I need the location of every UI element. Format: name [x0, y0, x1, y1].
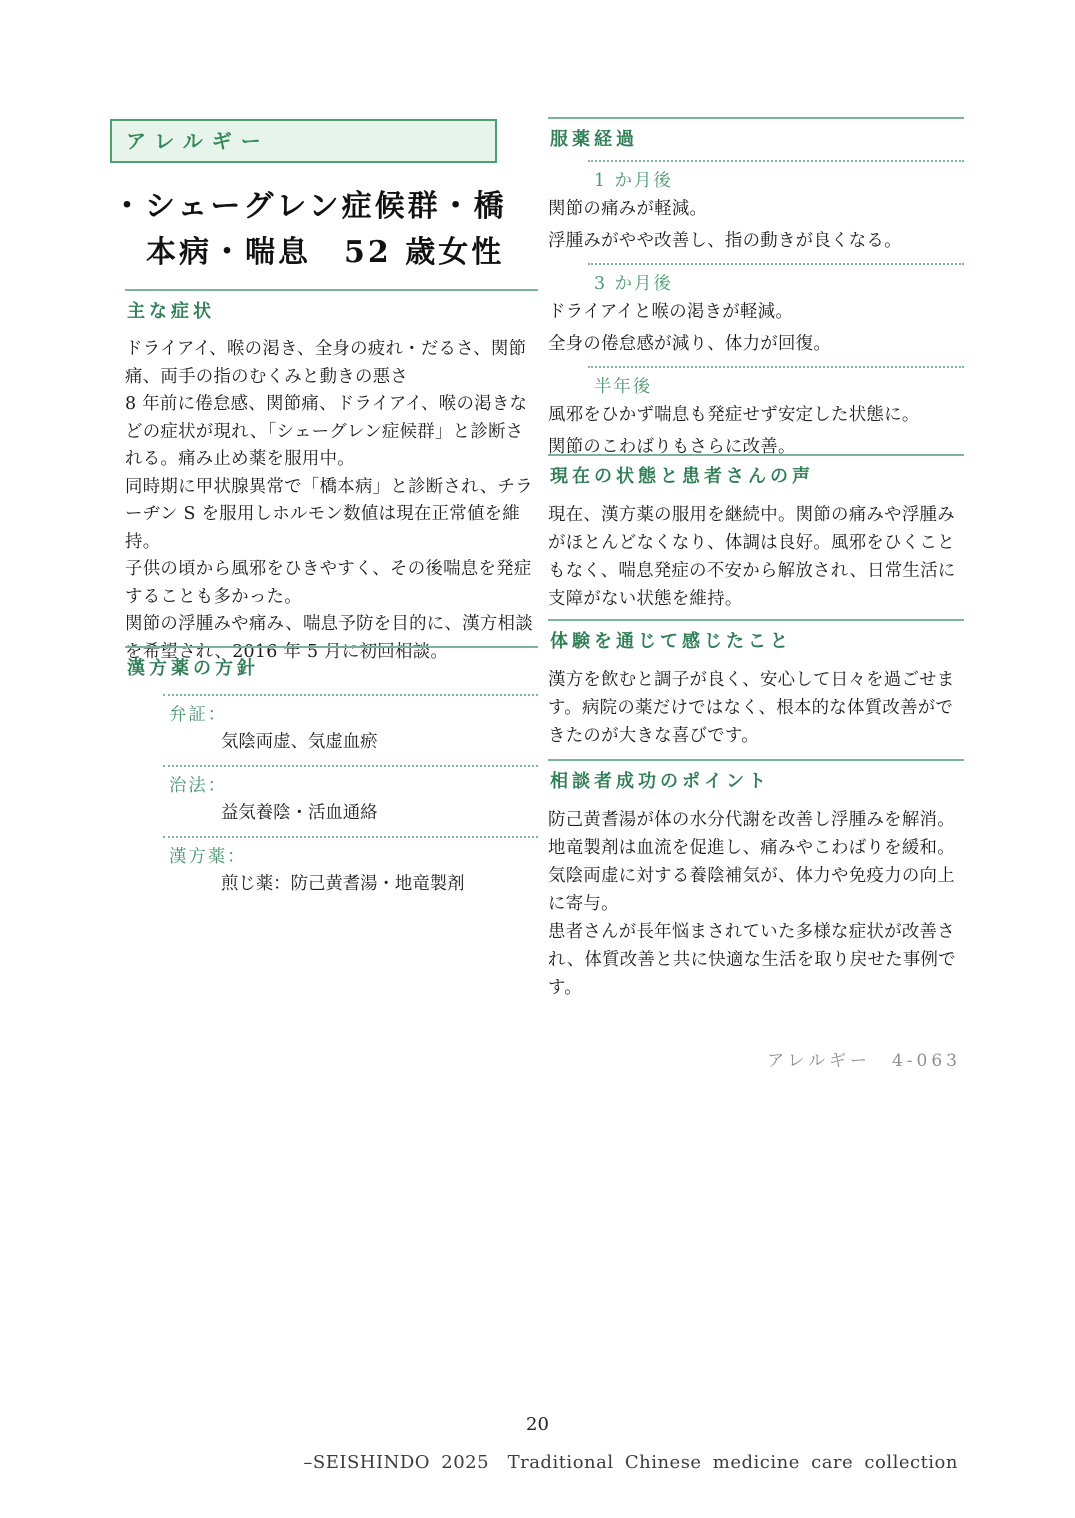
section-main-symptoms: [125, 289, 538, 666]
progress-entry: [548, 366, 964, 461]
case-title: [112, 184, 544, 276]
case-title-line1: ・シェーグレン症候群・橋: [112, 189, 507, 224]
section-kampo-policy: [125, 646, 538, 907]
policy-value: 気陰両虚、気虚血瘀: [221, 732, 378, 752]
progress-line: 関節のこわばりもさらに改善。: [548, 436, 796, 457]
paragraph: 地竜製剤は血流を促進し、痛みやこわばりを緩和。: [548, 838, 955, 858]
policy-value: 益気養陰・活血通絡: [221, 803, 378, 823]
policy-label: 弁証：: [169, 705, 228, 725]
case-reference-number: アレルギー 4-063: [767, 1051, 961, 1071]
policy-value: 煎じ薬：防己黄耆湯・地竜製剤: [221, 874, 465, 894]
paragraph: 気陰両虚に対する養陰補気が、体力や免疫力の向上に寄与。: [548, 866, 955, 914]
progress-period: 半年後: [594, 377, 653, 397]
progress-line: 風邪をひかず喘息も発症せず安定した状態に。: [548, 405, 920, 425]
section-heading: 現在の状態と患者さんの声: [550, 466, 814, 487]
progress-period: 1 か月後: [594, 171, 673, 191]
paragraph: ドライアイ、喉の渇き、全身の疲れ・だるさ、関節痛、両手の指のむくみと動きの悪さ: [125, 339, 527, 387]
section-medication-progress: [548, 117, 964, 461]
section-heading: 相談者成功のポイント: [550, 771, 770, 792]
imprint-line: –SEISHINDO 2025 Traditional Chinese medicine care collection: [303, 1452, 958, 1473]
paragraph: 防己黄耆湯が体の水分代謝を改善し浮腫みを解消。: [548, 810, 955, 830]
section-heading: 服薬経過: [550, 129, 638, 150]
section-heading: 体験を通じて感じたこと: [550, 631, 792, 652]
paragraph: 関節の浮腫みや痛み、喘息予防を目的に、漢方相談を希望され、2016 年 5 月に初回相談。: [125, 614, 533, 662]
dotted-divider: [588, 263, 964, 265]
paragraph: 8 年前に倦怠感、関節痛、ドライアイ、喉の渇きなどの症状が現れ、「シェーグレン症候群」と診断される。痛み止め薬を服用中。: [125, 394, 528, 469]
section-heading: 主な症状: [127, 301, 215, 322]
section-current-state: [548, 454, 964, 613]
progress-line: 関節の痛みが軽減。: [548, 199, 708, 219]
case-title-line2: 本病・喘息 52 歳女性: [146, 235, 505, 270]
paragraph: 同時期に甲状腺異常で「橋本病」と診断され、チラーヂン S を服用しホルモン数値は現在正常値を維持。: [125, 476, 533, 552]
progress-period: 3 か月後: [594, 274, 673, 294]
progress-line: 全身の倦怠感が減り、体力が回復。: [548, 333, 832, 354]
category-badge: アレルギー: [110, 119, 497, 163]
dotted-divider: [588, 160, 964, 162]
paragraph: 現在、漢方薬の服用を継続中。関節の痛みや浮腫みがほとんどなくなり、体調は良好。風邪をひくこともなく、喘息発症の不安から解放され、日常生活に支障がない状態を維持。: [548, 505, 956, 609]
dotted-divider: [163, 694, 538, 696]
paragraph: 子供の頃から風邪をひきやすく、その後喘息を発症することも多かった。: [125, 559, 532, 607]
policy-label: 漢方薬：: [169, 847, 247, 867]
symptoms-body: [125, 336, 538, 666]
policy-item: [125, 694, 538, 753]
section-experience: [548, 619, 964, 750]
policy-item: [125, 836, 538, 895]
dotted-divider: [163, 765, 538, 767]
progress-line: ドライアイと喉の渇きが軽減。: [548, 302, 794, 322]
progress-entry: [548, 263, 964, 358]
page-number: 20: [526, 1414, 549, 1435]
section-heading: 漢方薬の方針: [127, 658, 259, 679]
progress-entry: [548, 160, 964, 255]
dotted-divider: [588, 366, 964, 368]
policy-label: 治法：: [169, 776, 228, 796]
policy-item: [125, 765, 538, 824]
dotted-divider: [163, 836, 538, 838]
paragraph: 漢方を飲むと調子が良く、安心して日々を過ごせます。病院の薬だけではなく、根本的な体質改善ができたのが大きな喜びです。: [548, 670, 955, 746]
paragraph: 患者さんが長年悩まされていた多様な症状が改善され、体質改善と共に快適な生活を取り戻せた事例です。: [548, 922, 956, 998]
progress-line: 浮腫みがやや改善し、指の動きが良くなる。: [548, 230, 902, 251]
section-success-points: [548, 759, 964, 1002]
